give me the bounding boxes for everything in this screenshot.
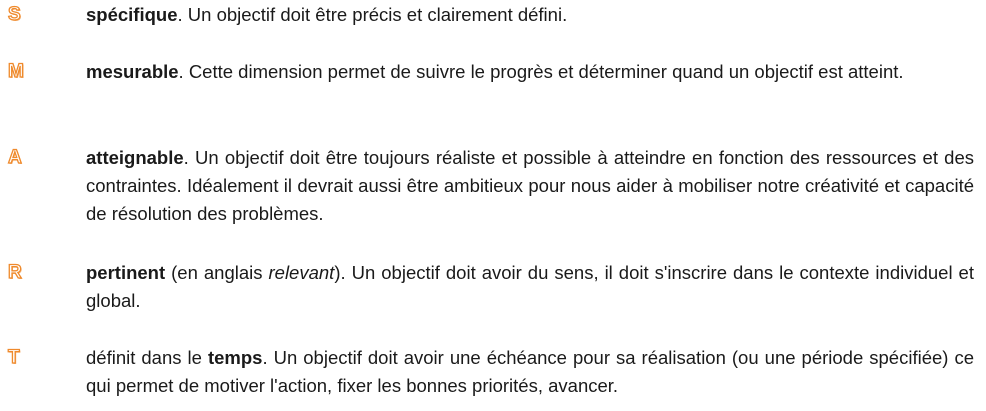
italic-relevant: relevant — [268, 262, 335, 283]
smart-letter-m: M — [8, 61, 24, 82]
smart-description-s — [86, 1, 974, 29]
smart-letter-t: T — [8, 347, 20, 368]
keyword-mesurable: mesurable — [86, 61, 179, 82]
description-text-m: . Cette dimension permet de suivre le progrès et déterminer quand un objectif est atteint. — [178, 61, 904, 82]
keyword-atteignable: atteignable — [86, 147, 184, 168]
smart-letter-a: A — [8, 147, 22, 168]
smart-description-m — [86, 58, 974, 86]
description-text-r: ). Un objectif doit avoir du sens, il doit s'inscrire dans le contexte individuel et global. — [86, 262, 974, 311]
smart-letter-s: S — [8, 4, 21, 25]
description-text-t: . Un objectif doit avoir une échéance pour sa réalisation (ou une période spécifiée) ce qui permet de motiver l'action, fixer les bonnes priorités, avancer. — [86, 347, 974, 396]
keyword-specifique: spécifique — [86, 4, 178, 25]
description-mid-r: (en anglais — [165, 262, 269, 283]
keyword-pertinent: pertinent — [86, 262, 166, 283]
description-prefix-t: définit dans le — [86, 347, 208, 368]
smart-letter-r: R — [8, 262, 22, 283]
keyword-temps: temps — [207, 347, 263, 368]
smart-description-r — [86, 259, 974, 315]
description-text-a: . Un objectif doit être toujours réaliste et possible à atteindre en fonction des ressources et des contraintes. Idéalement il devrait aussi être ambitieux pour nous aider à mobiliser notre créativité et capacité de résolution des problèmes. — [86, 147, 974, 224]
smart-description-a — [86, 144, 974, 228]
smart-description-t — [86, 344, 974, 400]
description-text-s: . Un objectif doit être précis et clairement défini. — [177, 4, 568, 25]
